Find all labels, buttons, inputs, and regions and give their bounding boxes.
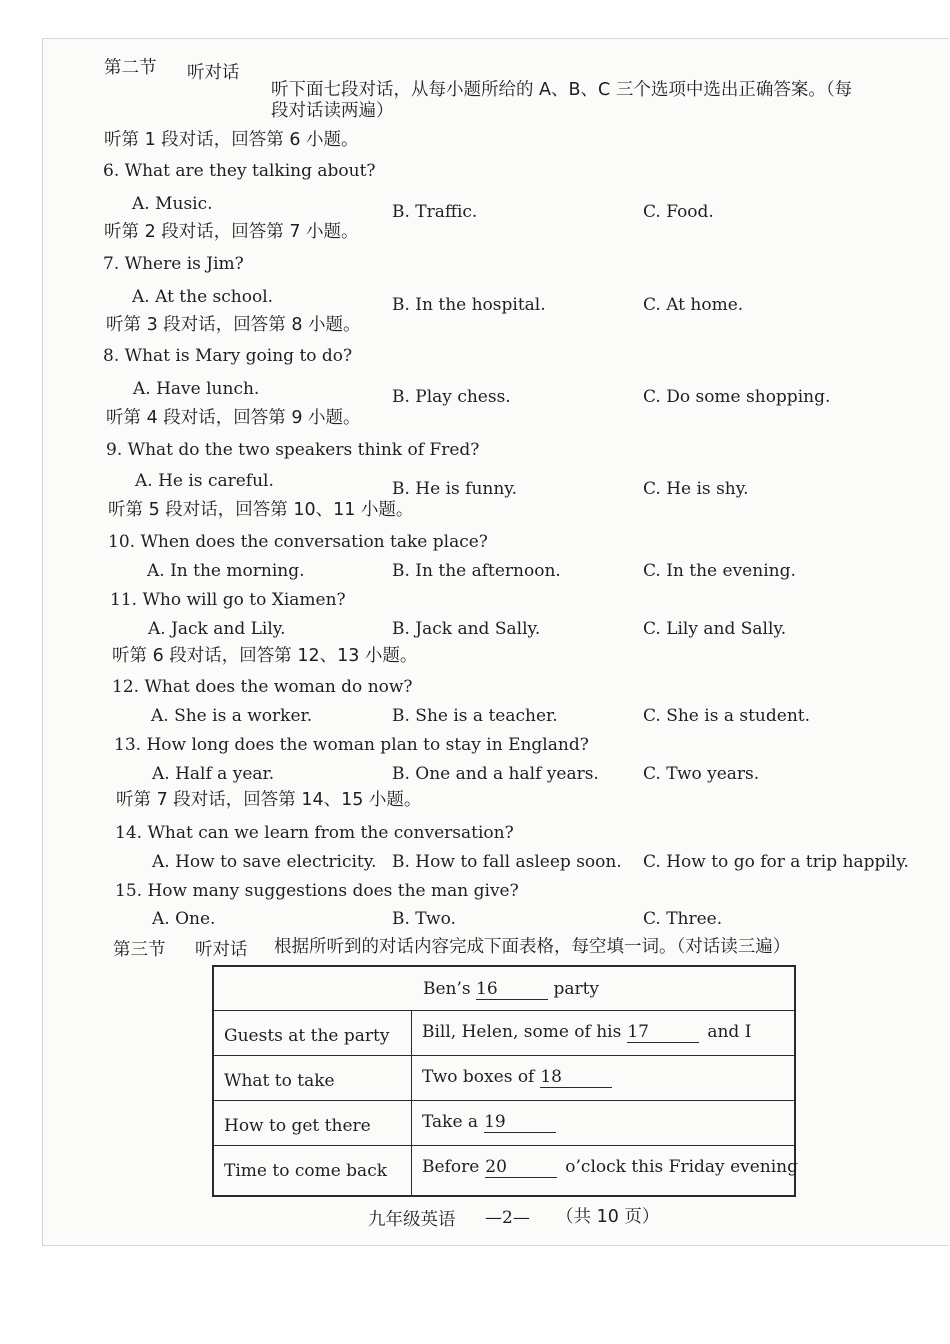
question-stem: 12. What does the woman do now?: [112, 677, 413, 697]
option-a: A. She is a worker.: [151, 706, 313, 726]
option-b: B. He is funny.: [392, 479, 518, 499]
answer-table: [212, 965, 799, 1197]
option-a: A. In the morning.: [147, 561, 305, 581]
table-row-label: Guests at the party: [224, 1026, 390, 1046]
option-a: A. He is careful.: [135, 471, 274, 491]
question-stem: 11. Who will go to Xiamen?: [110, 590, 346, 610]
option-c: C. How to go for a trip happily.: [643, 852, 909, 872]
option-b: B. Play chess.: [392, 387, 511, 407]
section3-instruction: 根据所听到的对话内容完成下面表格，每空填一词。（对话读三遍）: [274, 937, 791, 957]
option-a: A. How to save electricity.: [152, 852, 377, 872]
blank-18: 18: [540, 1067, 612, 1088]
option-c: C. Three.: [643, 909, 723, 929]
option-c: C. He is shy.: [643, 479, 749, 499]
table-row-label: What to take: [224, 1071, 335, 1091]
section2-sub: 听对话: [187, 63, 240, 83]
option-b: B. How to fall asleep soon.: [392, 852, 622, 872]
section3-heading: 第三节: [113, 940, 166, 960]
option-a: A. At the school.: [132, 287, 274, 307]
option-c: C. Food.: [643, 202, 714, 222]
dialogue-intro: 听第 7 段对话，回答第 14、15 小题。: [116, 790, 422, 810]
dialogue-intro: 听第 5 段对话，回答第 10、11 小题。: [108, 500, 414, 520]
question-stem: 7. Where is Jim?: [103, 254, 244, 274]
option-b: B. Two.: [392, 909, 456, 929]
option-a: A. Have lunch.: [133, 379, 260, 399]
table-row-value: Take a 19: [422, 1112, 564, 1133]
option-b: B. She is a teacher.: [392, 706, 558, 726]
question-stem: 13. How long does the woman plan to stay in England?: [114, 735, 589, 755]
option-a: A. One.: [152, 909, 216, 929]
question-stem: 14. What can we learn from the conversation?: [115, 823, 514, 843]
option-c: C. Do some shopping.: [643, 387, 831, 407]
blank-16: 16: [476, 979, 548, 1000]
option-a: A. Jack and Lily.: [148, 619, 286, 639]
question-stem: 9. What do the two speakers think of Fred?: [106, 440, 480, 460]
table-title: Ben’s 16 party: [423, 979, 600, 999]
option-b: B. In the hospital.: [392, 295, 546, 315]
question-stem: 15. How many suggestions does the man give?: [115, 881, 519, 901]
table-row-value: Two boxes of 18: [422, 1067, 620, 1088]
option-b: B. Traffic.: [392, 202, 478, 222]
option-b: B. Jack and Sally.: [392, 619, 541, 639]
option-b: B. In the afternoon.: [392, 561, 561, 581]
table-row-value: Before 20 o’clock this Friday evening: [422, 1157, 799, 1177]
footer-subject: 九年级英语: [368, 1210, 456, 1230]
option-b: B. One and a half years.: [392, 764, 599, 784]
dialogue-intro: 听第 1 段对话，回答第 6 小题。: [104, 130, 359, 150]
dialogue-intro: 听第 6 段对话，回答第 12、13 小题。: [112, 646, 418, 666]
table-row-value: Bill, Helen, some of his 17 and I: [422, 1022, 752, 1042]
blank-20: 20: [485, 1157, 557, 1178]
option-a: A. Half a year.: [152, 764, 275, 784]
table-row-label: How to get there: [224, 1116, 371, 1136]
blank-19: 19: [484, 1112, 556, 1133]
dialogue-intro: 听第 2 段对话，回答第 7 小题。: [104, 222, 359, 242]
footer-total-pages: （共 10 页）: [556, 1207, 660, 1227]
question-stem: 8. What is Mary going to do?: [103, 346, 353, 366]
option-c: C. At home.: [643, 295, 744, 315]
section2-instruction-line1: 听下面七段对话，从每小题所给的 A、B、C 三个选项中选出正确答案。（每: [271, 80, 853, 100]
dialogue-intro: 听第 4 段对话，回答第 9 小题。: [106, 408, 361, 428]
footer-page-number: —2—: [485, 1208, 530, 1228]
option-c: C. She is a student.: [643, 706, 811, 726]
option-c: C. Two years.: [643, 764, 760, 784]
question-stem: 10. When does the conversation take place?: [108, 532, 488, 552]
blank-17: 17: [627, 1022, 699, 1043]
option-a: A. Music.: [132, 194, 213, 214]
section2-instruction-line2: 段对话读两遍）: [271, 101, 394, 121]
option-c: C. Lily and Sally.: [643, 619, 787, 639]
section2-heading: 第二节: [104, 58, 157, 78]
table-row-label: Time to come back: [224, 1161, 388, 1181]
dialogue-intro: 听第 3 段对话，回答第 8 小题。: [106, 315, 361, 335]
option-c: C. In the evening.: [643, 561, 796, 581]
section3-sub: 听对话: [195, 940, 248, 960]
question-stem: 6. What are they talking about?: [103, 161, 376, 181]
